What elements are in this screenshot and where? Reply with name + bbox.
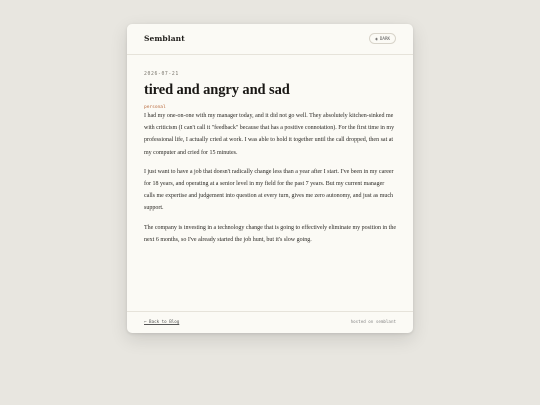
blog-card (127, 24, 413, 333)
post-paragraph: I just want to have a job that doesn't radically change less than a year after I start. I've been in my career for 18 years, and operating at a senior level in my field for the past 7 years. But my current manager calls me expertise and judgement into question at every turn, gives me zero autonomy, and just as much support. (144, 168, 394, 212)
hosted-on-label: hosted on semblant (350, 319, 396, 324)
post-paragraph: The company is investing in a technology change that is going to effectively eliminate my position in the next 6 months, so I've already started the job hunt, but it's slow going. (144, 224, 396, 243)
post-content (144, 72, 396, 246)
post-tag[interactable]: personal (144, 105, 166, 110)
site-header (127, 24, 413, 55)
theme-toggle-button[interactable] (369, 33, 396, 44)
post-title: tired and angry and sad (144, 82, 290, 98)
theme-toggle-label: DARK (379, 36, 390, 41)
back-to-blog-link[interactable]: ← Back to Blog (144, 319, 180, 324)
post-date: 2026-07-21 (144, 72, 179, 77)
site-footer (127, 311, 413, 333)
moon-icon: ◐ (375, 36, 378, 41)
site-brand[interactable]: Semblant (144, 34, 185, 43)
post-paragraph: I had my one-on-one with my manager today, and it did not go well. They absolutely kitchen-sinked me with criticism (I can't call it "feedback" because that has a positive connotation). For the first time in my professional life, I actually cried at work. I was able to hold it together until the call dropped, then sat at my computer and cried for 15 minutes. (144, 113, 395, 156)
